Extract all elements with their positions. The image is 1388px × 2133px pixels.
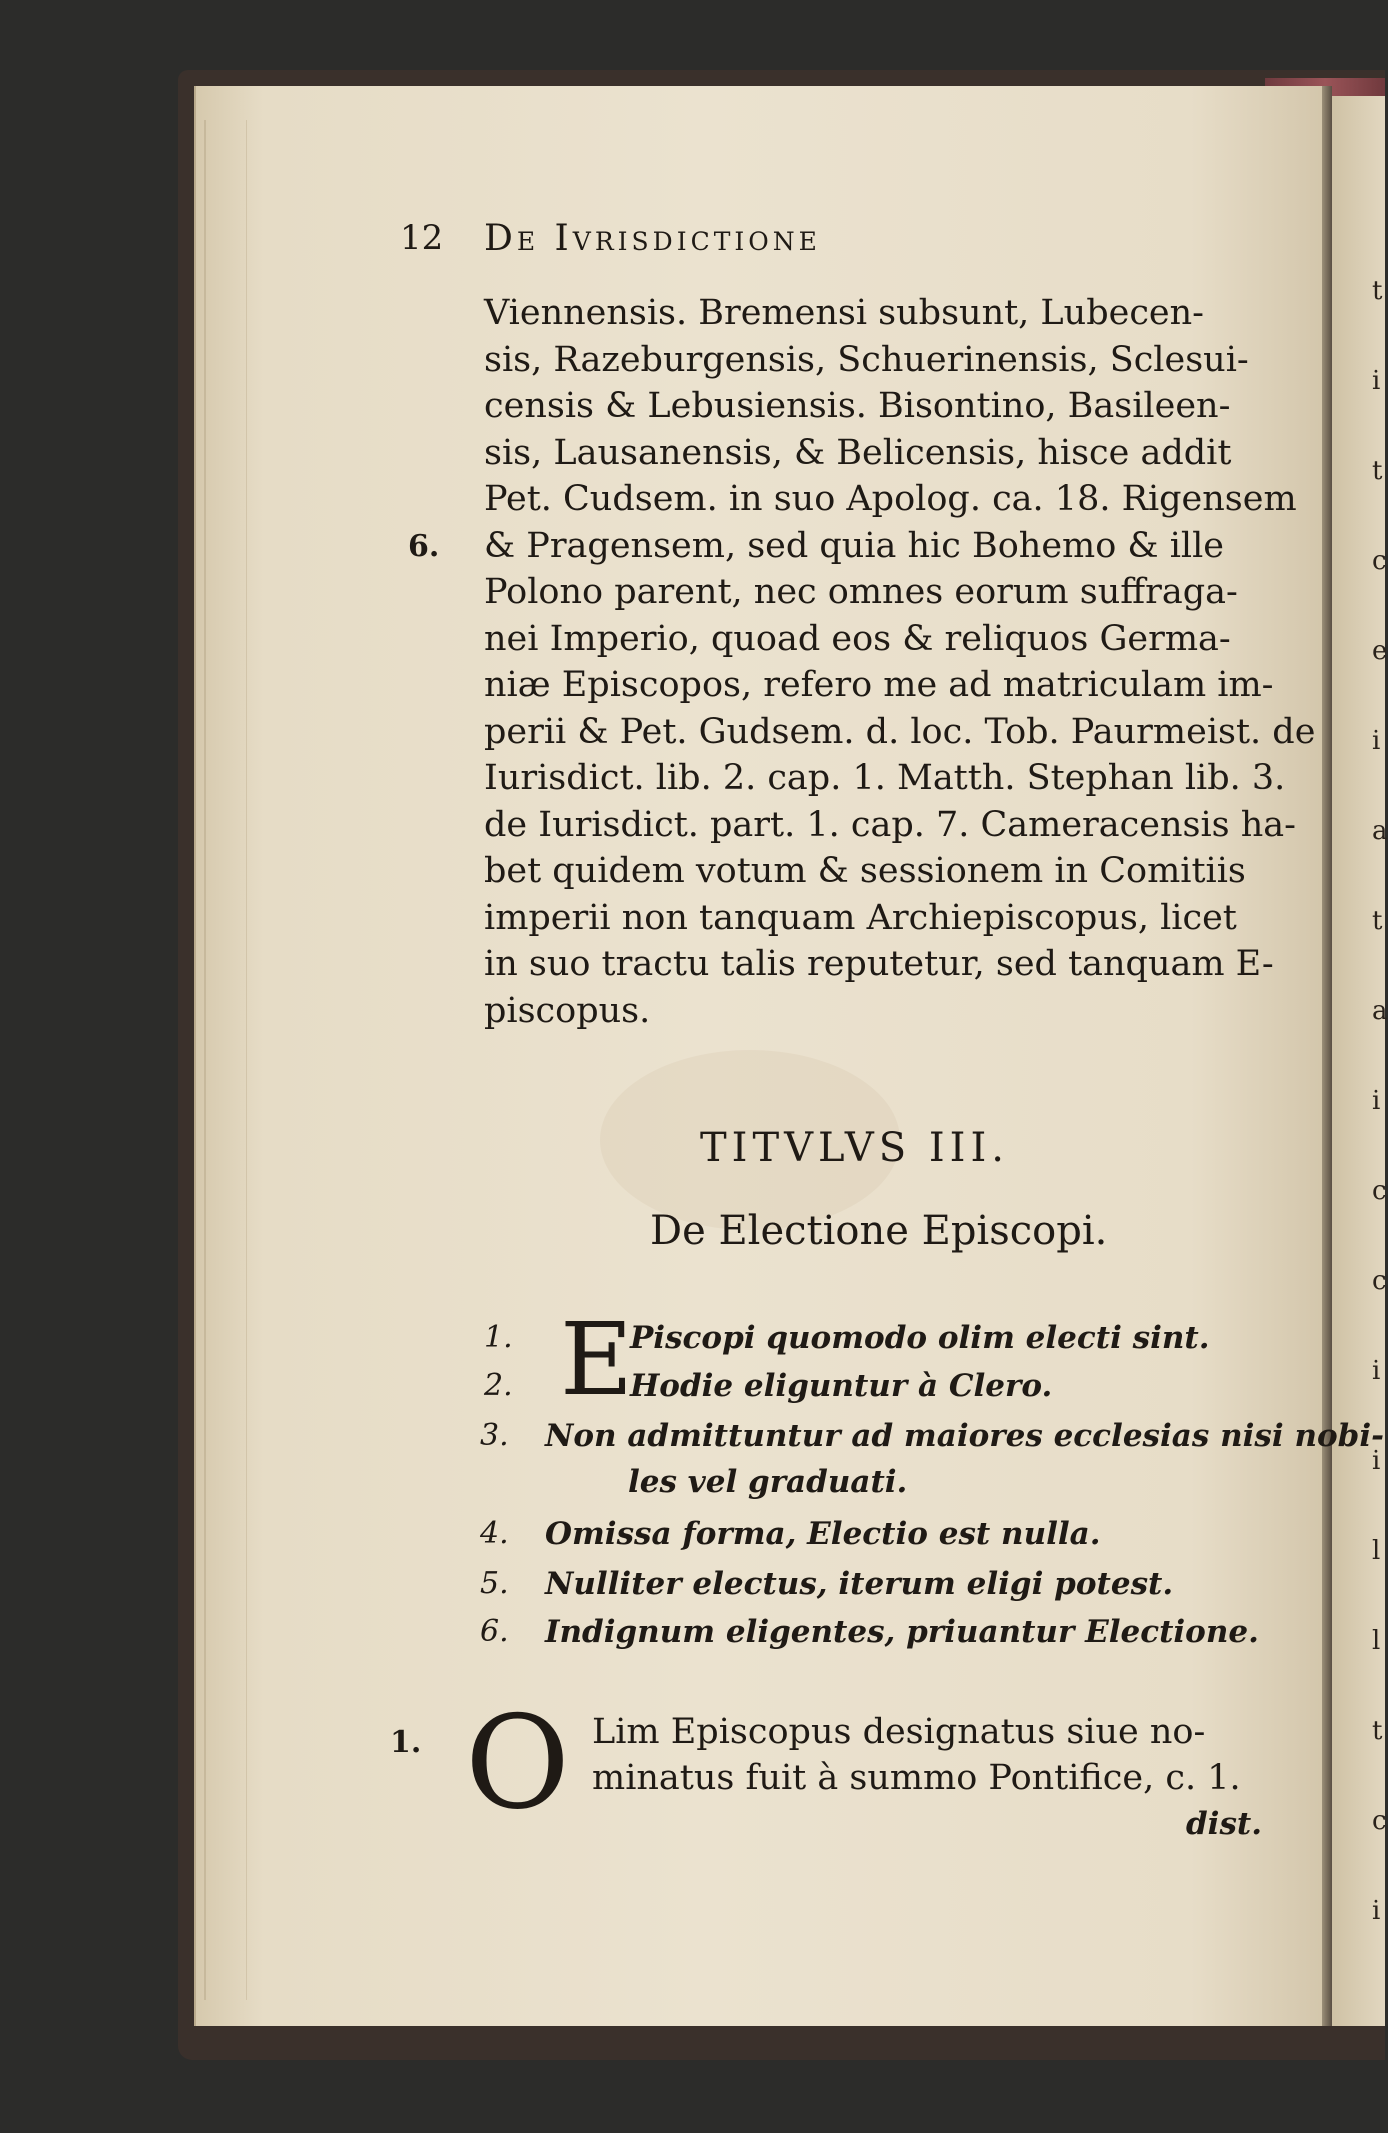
body-line: bet quidem votum & sessionem in Comitiis: [484, 851, 1246, 891]
body-line: Iurisdict. lib. 2. cap. 1. Matth. Stephan lib. 3.: [484, 758, 1286, 798]
next-page-letter: i: [1372, 1356, 1381, 1386]
next-page-letter: i: [1372, 1896, 1381, 1926]
opening-line-2: minatus fuit à summo Pontifice, c. 1.: [592, 1758, 1241, 1798]
next-page-fragment: [1372, 246, 1386, 1956]
summary-number: 2.: [484, 1368, 513, 1403]
next-page-letter: i: [1372, 726, 1381, 756]
next-page-letter: i: [1372, 1446, 1381, 1476]
summary-number: 5.: [480, 1566, 509, 1601]
body-line: imperii non tanquam Archiepiscopus, licet: [484, 897, 1237, 938]
summary-item: Hodie eliguntur à Clero.: [630, 1368, 1053, 1404]
next-page-letter: t: [1372, 456, 1383, 486]
body-line: nei Imperio, quoad eos & reliquos Germa-: [484, 618, 1231, 659]
body-line: & Pragensem, sed quia hic Bohemo & ille: [484, 525, 1225, 566]
summary-number: 1.: [484, 1320, 513, 1355]
next-page-letter: i: [1372, 366, 1381, 396]
book-gutter: [1322, 86, 1332, 2026]
body-line: piscopus.: [484, 990, 651, 1031]
next-page-letter: c: [1372, 1176, 1387, 1206]
summary-number: 4.: [480, 1516, 509, 1551]
body-line: perii & Pet. Gudsem. d. loc. Tob. Paurmeist. de: [484, 711, 1316, 752]
body-line: Pet. Cudsem. in suo Apolog. ca. 18. Rigensem: [484, 479, 1297, 519]
chapter-title: TITVLVS III.: [700, 1125, 1009, 1171]
summary-item: Piscopi quomodo olim electi sint.: [630, 1320, 1210, 1356]
next-page-letter: t: [1372, 906, 1383, 936]
opening-line-1: Lim Episcopus designatus siue no-: [592, 1712, 1206, 1752]
margin-number: 6.: [408, 528, 440, 564]
body-line: censis & Lebusiensis. Bisontino, Basileen-: [484, 386, 1231, 426]
running-head: De Ivrisdictione: [484, 218, 821, 259]
body-line: Viennensis. Bremensi subsunt, Lubecen-: [484, 293, 1205, 333]
next-page-letter: a: [1372, 816, 1388, 846]
body-line: sis, Razeburgensis, Schuerinensis, Sclesui-: [484, 339, 1249, 380]
summary-item: Non admittuntur ad maiores ecclesias nisi nobi-: [545, 1418, 1384, 1454]
summary-number: 6.: [480, 1614, 509, 1649]
next-page-letter: l: [1372, 1626, 1381, 1656]
next-page-letter: t: [1372, 276, 1383, 306]
next-page-letter: c: [1372, 1266, 1387, 1296]
next-page-letter: a: [1372, 996, 1388, 1026]
opening-line-3: dist.: [1186, 1806, 1263, 1842]
next-page-letter: l: [1372, 1536, 1381, 1566]
opening-initial: O: [465, 1689, 570, 1838]
summary-item: Omissa forma, Electio est nulla.: [545, 1516, 1101, 1552]
chapter-subtitle: De Electione Episcopi.: [650, 1208, 1108, 1254]
body-line: in suo tractu talis reputetur, sed tanquam E-: [484, 944, 1274, 984]
next-page-letter: c: [1372, 1806, 1387, 1836]
body-line: de Iurisdict. part. 1. cap. 7. Cameracensis ha-: [484, 804, 1296, 845]
next-page-letter: e: [1372, 636, 1388, 666]
summary-item: Nulliter electus, iterum eligi potest.: [545, 1566, 1174, 1602]
page-right-edge: [1332, 96, 1388, 2026]
body-line: sis, Lausanensis, & Belicensis, hisce addit: [484, 432, 1232, 473]
body-line: niæ Episcopos, refero me ad matriculam im-: [484, 665, 1274, 705]
next-page-letter: t: [1372, 1716, 1383, 1746]
page-edge-lines: [204, 120, 247, 2000]
next-page-letter: i: [1372, 1086, 1381, 1116]
next-page-letter: c: [1372, 546, 1387, 576]
summary-initial: E: [560, 1301, 633, 1418]
body-line: Polono parent, nec omnes eorum suffraga-: [484, 572, 1238, 612]
summary-item: Indignum eligentes, priuantur Electione.: [545, 1614, 1259, 1650]
summary-item: les vel graduati.: [628, 1464, 908, 1500]
page-number: 12: [400, 218, 444, 258]
summary-number: 3.: [480, 1418, 509, 1453]
opening-margin-number: 1.: [390, 1725, 422, 1760]
